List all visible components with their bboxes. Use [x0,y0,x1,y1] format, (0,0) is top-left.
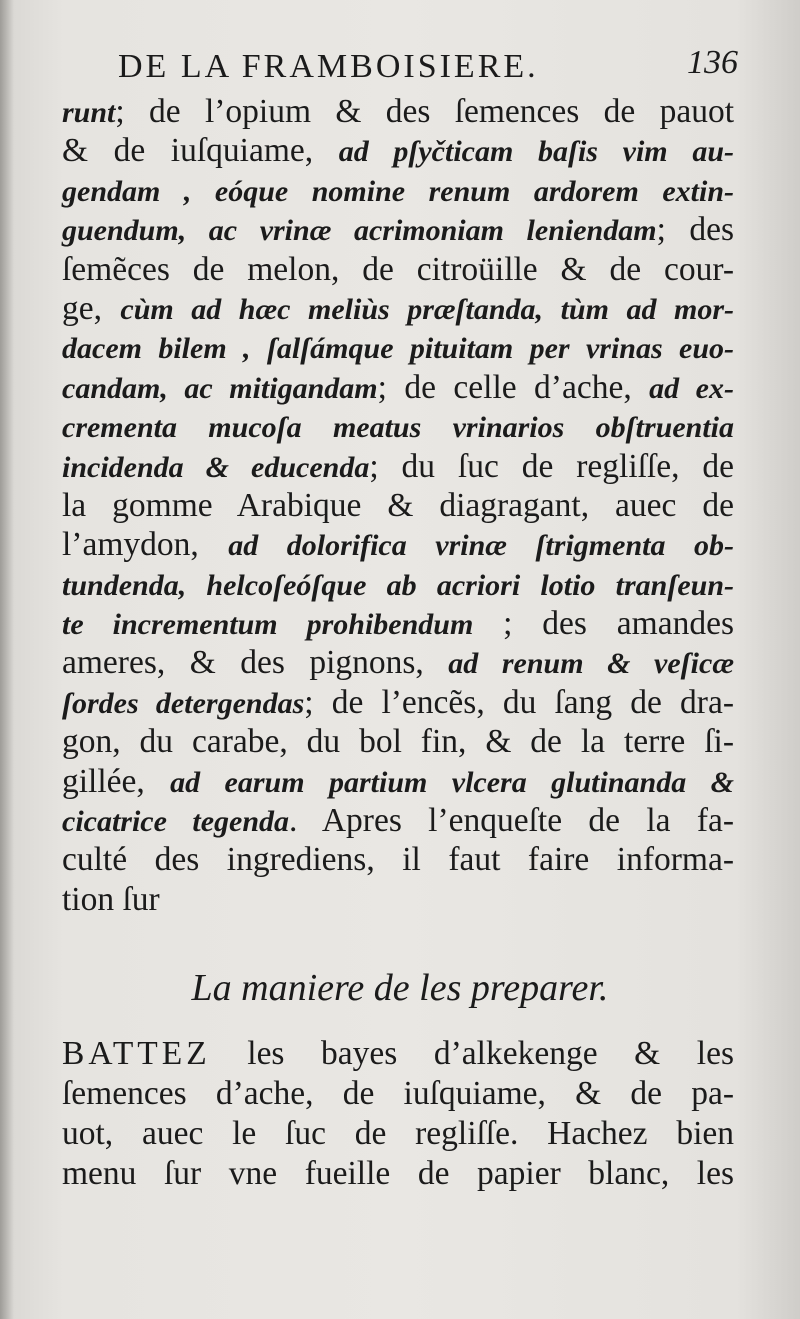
lead-word: BATTEZ [62,1035,211,1072]
latin-phrase: cùm ad hæc meliùs præſtanda, tùm ad mor- [120,292,734,326]
latin-phrase: runt [62,96,116,129]
french-text: ; des [656,211,735,249]
french-text: ameres, & des pignons, [62,644,449,682]
french-text: ; des amandes [473,605,734,643]
french-text: . Apres l’enqueſte de la fa- [289,802,734,840]
paragraph-line: menu ſur vne fueille de papier blanc, les [62,1155,734,1192]
latin-phrase: ad earum partium vlcera glutinanda & [170,765,734,799]
body-text [62,92,734,919]
latin-phrase: ſordes detergendas [62,686,305,720]
line-text: les bayes d’alkekenge & les [210,1035,734,1072]
text-line [62,565,734,604]
paragraph-line: ſemences d’ache, de iuſquiame, & de pa- [62,1075,734,1112]
text-line [62,131,734,170]
gutter-shadow [0,0,14,1319]
french-text: ; du ſuc de regliſſe, de [369,447,734,485]
french-text: ; de l’opium & des ſemences de pauot [115,93,734,130]
text-line [62,368,734,407]
latin-phrase: ad renum & veſicæ [448,647,734,681]
french-text: l’amydon, [62,526,229,564]
latin-phrase: ad ex- [649,371,734,405]
latin-phrase: crementa mucoſa meatus vrinarios obſtruentia [62,411,734,445]
latin-phrase: tundenda, helcoſeóſque ab acriori lotio tranſeun- [62,568,734,602]
text-line [62,210,734,249]
text-line [62,92,734,131]
french-text: culté des ingrediens, il faut faire informa- [62,841,734,879]
text-line [62,407,734,446]
french-text: ſemẽces de melon, de citroüille & de cour- [62,250,734,288]
latin-phrase: cicatrice tegenda [62,805,290,839]
french-text: & de iuſquiame, [62,132,339,170]
french-text: la gomme Arabique & diagragant, auec de [62,486,734,524]
text-line [62,328,734,367]
running-head [118,44,738,88]
text-line [62,683,734,722]
french-text: gillée, [62,762,171,800]
text-line [62,722,734,761]
latin-phrase: ad dolorifica vrinæ ſtrigmenta ob- [228,529,735,563]
latin-phrase: incidenda & educenda [62,450,370,484]
text-line [62,447,734,486]
text-line [62,486,734,525]
french-text: ; de l’encẽs, du ſang de dra- [304,683,734,721]
latin-phrase: dacem bilem , ſalſámque pituitam per vrinas euo- [62,332,734,366]
text-line [62,289,734,328]
french-text: gon, du carabe, du bol fin, & de la terre ſi- [62,723,734,761]
french-text: tion ſur [62,880,160,918]
second-paragraph [62,1034,734,1194]
latin-phrase: te incrementum prohibendum [62,608,474,642]
page-number: 136 [687,44,738,81]
paragraph-line: uot, auec le ſuc de regliſſe. Hachez bien [62,1115,734,1152]
text-line [62,604,734,643]
french-text: ge, [62,289,121,327]
french-text: ; de celle d’ache, [377,368,650,406]
text-line [62,840,734,879]
section-heading: La maniere de les preparer. [191,967,609,1009]
latin-phrase: candam, ac mitigandam [62,371,378,405]
text-line [62,801,734,840]
latin-phrase: guendum, ac vrinæ acrimoniam leniendam [62,214,657,248]
text-line [62,643,734,682]
running-title: DE LA FRAMBOISIERE. [118,48,539,85]
latin-phrase: gendam , eóque nomine renum ardorem extin- [62,174,734,208]
latin-phrase: ad pſyčticam baſis vim au- [338,135,734,169]
text-line [62,880,734,919]
text-line [62,525,734,564]
text-line [62,171,734,210]
text-line [62,250,734,289]
text-line [62,762,734,801]
paragraph-line [62,1034,734,1074]
